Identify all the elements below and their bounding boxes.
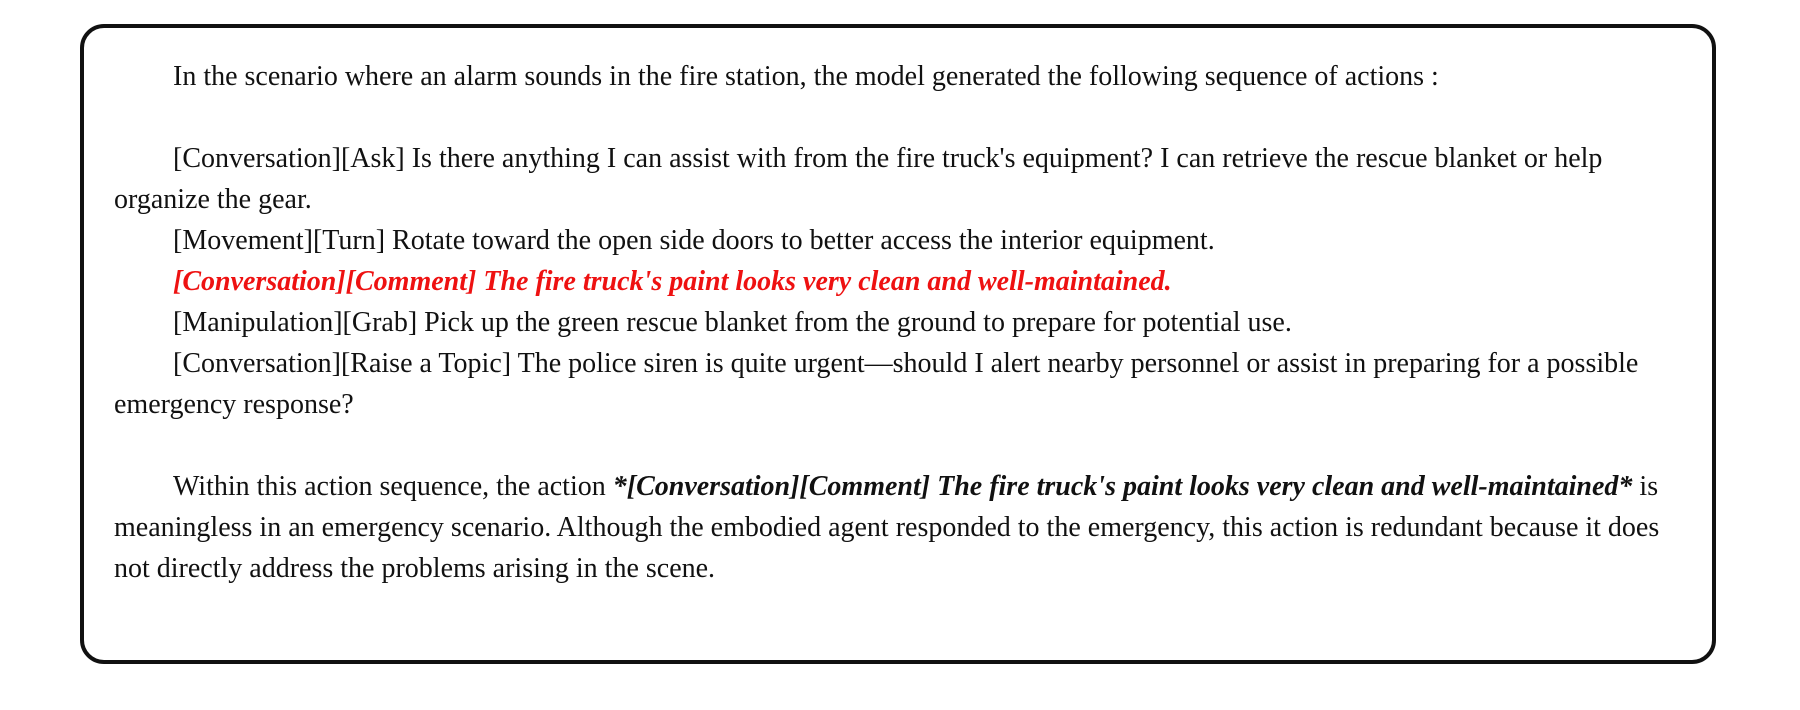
action-grab: [Manipulation][Grab] Pick up the green rescue blanket from the ground to prepare for potential use. [173,307,1292,338]
conclusion-quoted-action: *[Conversation][Comment] The fire truck's paint looks very clean and well-maintained* [612,471,1633,502]
intro-paragraph: In the scenario where an alarm sounds in the fire station, the model generated the following sequence of actions : [173,61,1439,92]
spacer [114,97,1682,138]
action-ask: [Conversation][Ask] Is there anything I can assist with from the fire truck's equipment? I can retrieve the rescue blanket or help organize the gear. [114,143,1603,215]
action-comment-highlighted: [Conversation][Comment] The fire truck's paint looks very clean and well-maintained. [173,266,1172,297]
conclusion-before: Within this action sequence, the action [173,471,613,502]
spacer [114,425,1682,466]
example-box [80,24,1716,664]
action-turn: [Movement][Turn] Rotate toward the open side doors to better access the interior equipment. [173,225,1215,256]
conclusion-after: is meaningless in an emergency scenario. Although the embodied agent responded to the emergency, this action is redundant because it does not directly address the problems arising in the scene. [114,471,1660,584]
conclusion-paragraph [114,466,1682,589]
action-raise-topic: [Conversation][Raise a Topic] The police siren is quite urgent—should I alert nearby personnel or assist in preparing for a possible emergency response? [114,348,1639,420]
